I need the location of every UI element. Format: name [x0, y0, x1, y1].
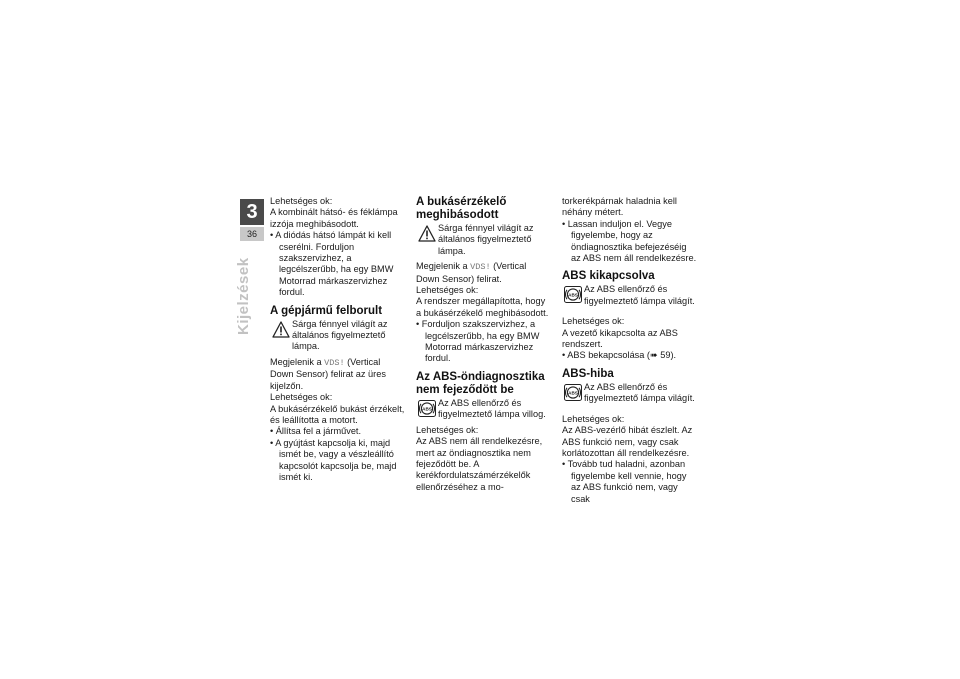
warning-triangle-icon [272, 321, 290, 338]
text: Lehetséges ok: [270, 392, 333, 403]
list-item: • Állítsa fel a járművet. [270, 426, 362, 437]
column-3 [562, 196, 698, 505]
warning-note [416, 223, 552, 257]
abs-note [562, 382, 698, 405]
text: Az ABS-vezérlő hibát észlelt. Az ABS funkció nem, vagy csak korlátozottan áll rendelkezésre. [562, 425, 693, 458]
text: Az ABS nem áll rendelkezésre, mert az öndiagnosztika nem fejeződött be. A kerékfordulatszámérzékelők ellenőrzéséhez a mo- [416, 436, 543, 492]
text: A vezető kikapcsolta az ABS rendszert. [562, 327, 678, 350]
text: Lehetséges ok: [562, 316, 625, 327]
text: Lehetséges ok: [270, 196, 333, 206]
text: A rendszer megállapította, hogy a bukásérzékelő meghibásodott. [416, 296, 549, 318]
abs-text: Az ABS ellenőrző és figyelmeztető lámpa világít. [584, 381, 695, 404]
text: A bukásérzékelő bukást érzékelt, és leállította a motort. [270, 403, 405, 425]
heading-abs-fault: ABS-hiba [562, 367, 614, 380]
text: Lehetséges ok: [416, 424, 479, 435]
abs-text: Az ABS ellenőrző és figyelmeztető lámpa világít. [584, 284, 695, 306]
warning-text: Sárga fénnyel világít az általános figyelmeztető lámpa. [292, 318, 388, 352]
heading-vehicle-overturned: A gépjármű felborult [270, 304, 383, 317]
list-item: • Forduljon szakszervizhez, a legcélszerűbb, ha egy BMW Motorrad márkaszervizhez fordul. [416, 319, 540, 364]
abs-icon-text: ABS [568, 292, 578, 298]
side-label-text: Kijelzések [235, 257, 252, 335]
list-item: • ABS bekapcsolása (➠ 59). [562, 350, 677, 361]
warning-text: Sárga fénnyel világít az általános figyelmeztető lámpa. [438, 223, 534, 256]
chapter-number: 3 [240, 199, 264, 225]
list-item: • A gyújtást kapcsolja ki, majd ismét be, vagy a vészleállító kapcsolót kapcsolja be, majd ismét ki. [270, 437, 397, 482]
text: Lehetséges ok: [416, 285, 479, 296]
display-code: VDS! [470, 262, 491, 273]
column-1 [270, 196, 406, 483]
abs-note [562, 284, 698, 307]
column-2 [416, 196, 552, 493]
text: Megjelenik a VDS! (Vertical Down Sensor) felirat. [416, 261, 527, 284]
text: Megjelenik a VDS! (Vertical Down Sensor) felirat az üres kijelzőn. [270, 356, 386, 391]
text: Lehetséges ok: [562, 413, 625, 424]
heading-sensor-fault: A bukásérzékelő meghibásodott [416, 196, 507, 221]
abs-text: Az ABS ellenőrző és figyelmeztető lámpa villog. [438, 397, 546, 420]
heading-abs-off: ABS kikapcsolva [562, 270, 655, 283]
chapter-tab [240, 199, 264, 241]
abs-icon-text: ABS [422, 406, 432, 412]
list-item: • A diódás hátsó lámpát ki kell cserélni. Forduljon szakszervizhez, a legcélszerűbb, ha egy BMW Motorrad márkaszervizhez fordul. [270, 230, 394, 298]
list-item: • Lassan induljon el. Vegye figyelembe, hogy az öndiagnosztika befejezéséig az ABS nem áll rendelkezésre. [562, 218, 697, 264]
text: A kombinált hátsó- és féklámpa izzója meghibásodott. [270, 207, 398, 229]
abs-warning-icon [564, 286, 582, 303]
list-item: • Tovább tud haladni, azonban figyelembe kell vennie, hogy az ABS funkció nem, vagy csak [562, 459, 687, 504]
warning-note [270, 319, 406, 353]
heading-abs-selfdiag: Az ABS-öndiagnosztika nem fejeződött be [416, 370, 545, 396]
page-number: 36 [240, 227, 264, 241]
warning-triangle-icon [418, 225, 436, 242]
abs-icon-text: ABS [568, 390, 578, 396]
display-code: VDS! [324, 357, 345, 368]
abs-warning-icon [564, 384, 582, 401]
text: torkerékpárnak haladnia kell néhány métert. [562, 196, 677, 218]
abs-note [416, 398, 552, 421]
abs-warning-icon [418, 400, 436, 417]
